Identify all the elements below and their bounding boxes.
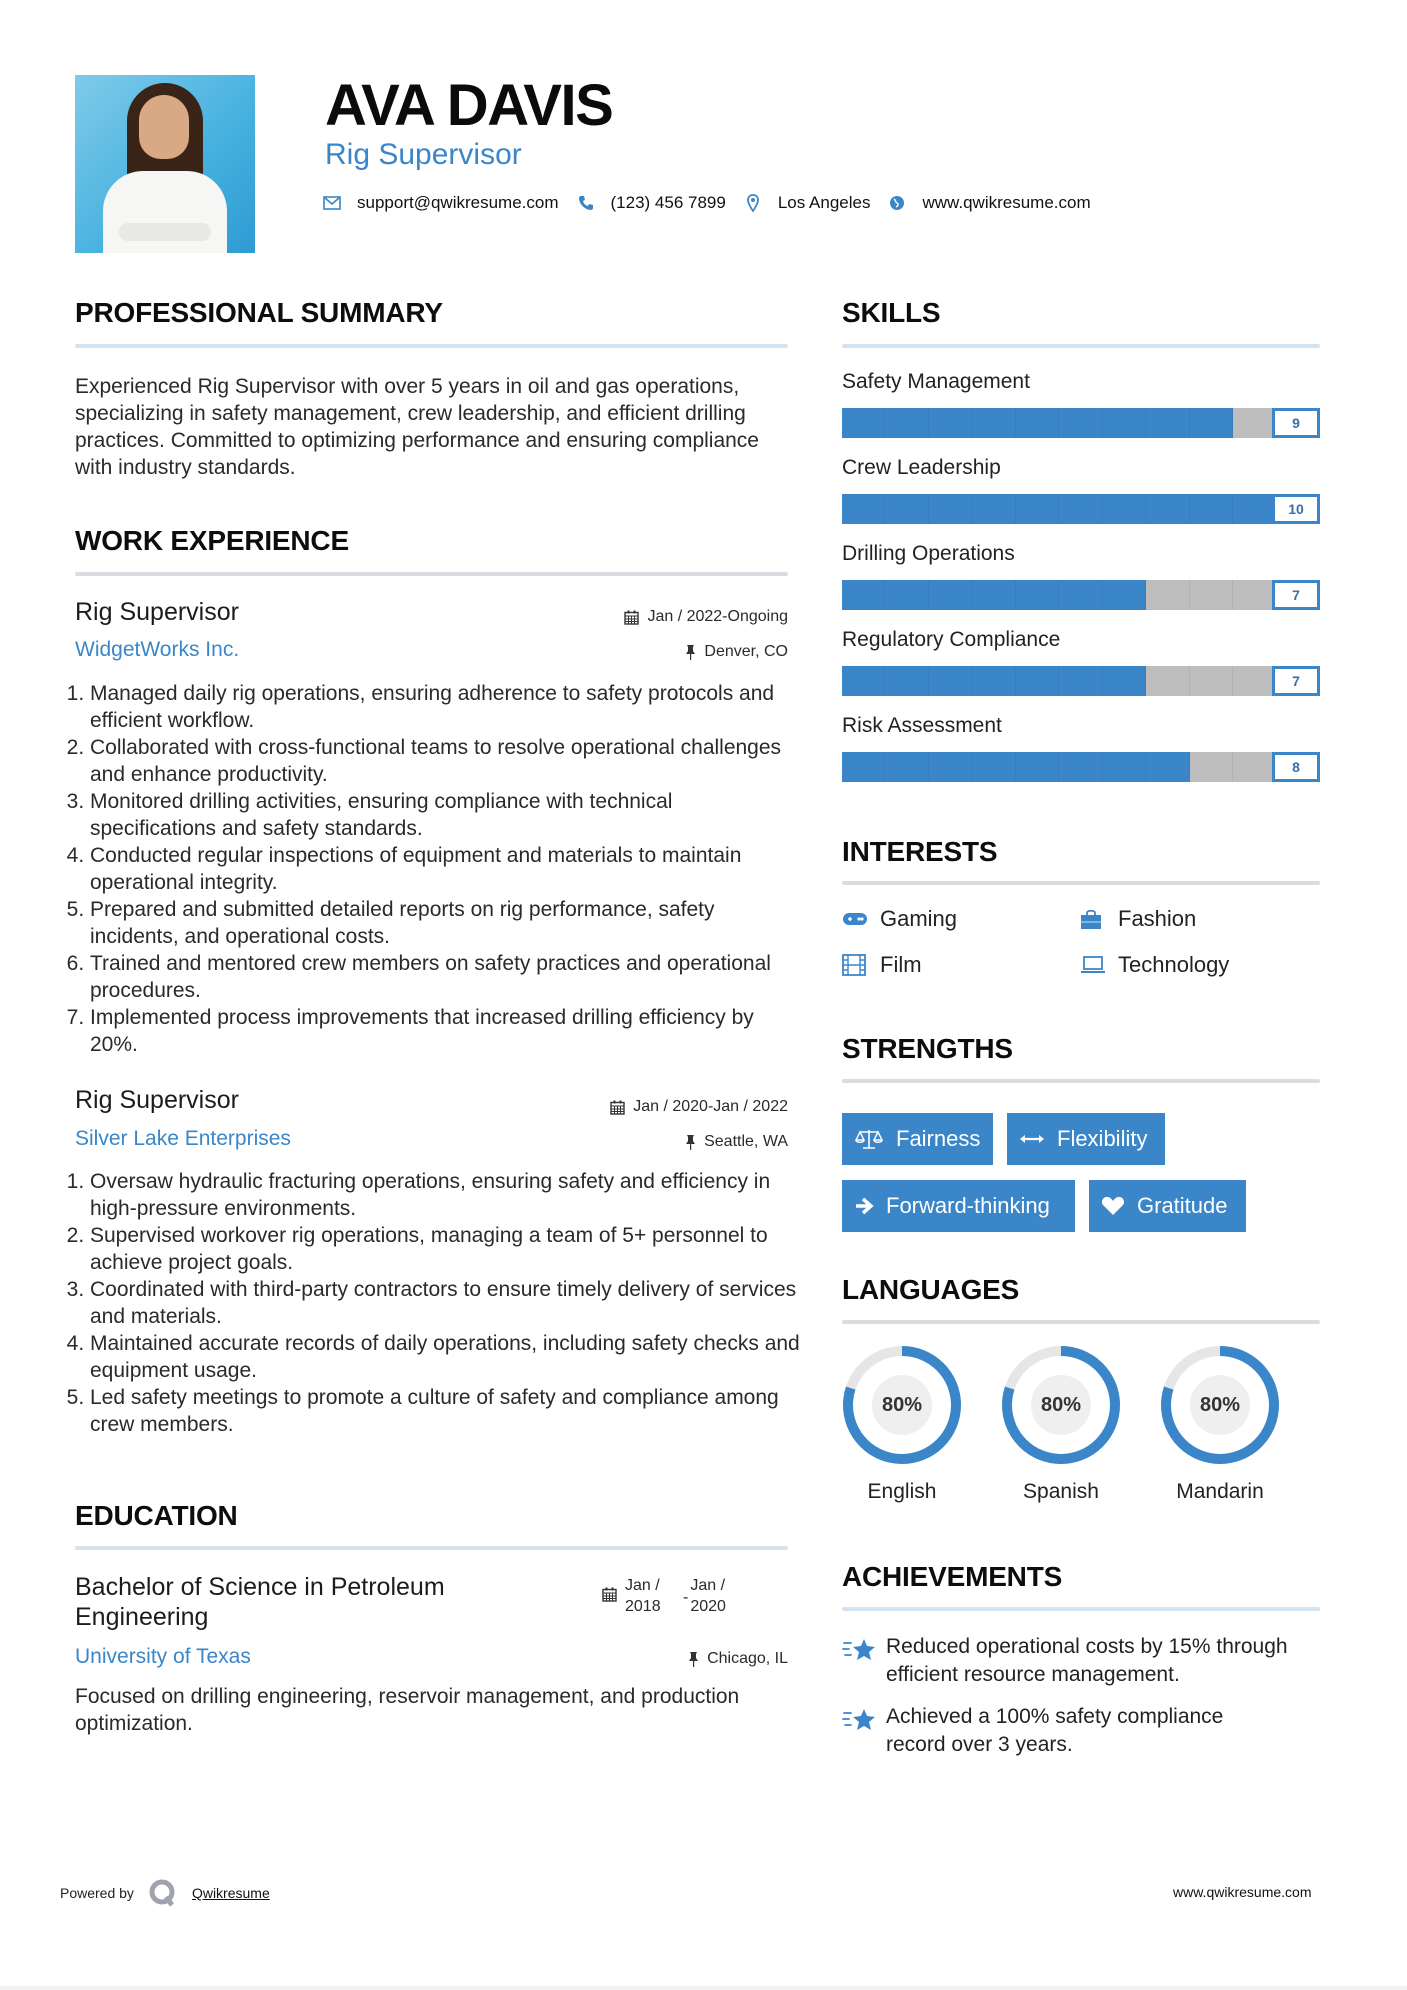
interest-gaming: Gaming	[842, 906, 957, 932]
skill-name: Risk Assessment	[842, 714, 1002, 737]
laptop-icon	[1080, 954, 1108, 976]
list-item: 1. Oversaw hydraulic fracturing operations, ensuring safety and efficiency in high-pressure environments.	[90, 1168, 802, 1222]
language-progress-ring: 80%	[1000, 1344, 1122, 1466]
skill-score: 7	[1272, 580, 1320, 610]
skill-name: Drilling Operations	[842, 542, 1015, 565]
skill-score: 9	[1272, 408, 1320, 438]
job-responsibilities	[72, 1168, 802, 1438]
qwikresume-logo-icon	[148, 1878, 178, 1908]
strength-fairness: Fairness	[842, 1113, 993, 1165]
experience-heading: WORK EXPERIENCE	[75, 525, 349, 556]
contact-location	[744, 193, 871, 213]
interest-film: Film	[842, 952, 922, 978]
skill-name: Safety Management	[842, 370, 1030, 393]
website-text: www.qwikresume.com	[922, 193, 1091, 212]
globe-icon	[888, 194, 906, 212]
location-text: Los Angeles	[777, 193, 871, 212]
language-english	[841, 1344, 963, 1504]
summary-heading: PROFESSIONAL SUMMARY	[75, 297, 443, 328]
language-spanish	[1000, 1344, 1122, 1504]
skill-bar-drilling-operations	[842, 580, 1320, 610]
gamepad-icon	[842, 908, 870, 930]
skill-bar-regulatory-compliance	[842, 666, 1320, 696]
email-text: support@qwikresume.com	[357, 193, 559, 212]
qwikresume-link[interactable]: Qwikresume	[191, 1885, 270, 1901]
balance-scale-icon	[854, 1128, 884, 1150]
skill-bar-safety-management	[842, 408, 1320, 438]
interests-heading: INTERESTS	[842, 836, 998, 867]
page-bottom-edge	[0, 1986, 1407, 1990]
job-location: Denver, CO	[685, 643, 788, 661]
language-name: Mandarin	[1176, 1480, 1264, 1503]
end-date: Jan / 2020	[690, 1577, 726, 1615]
skill-name: Regulatory Compliance	[842, 628, 1061, 651]
school-name: University of Texas	[75, 1645, 251, 1668]
shooting-star-icon	[842, 1633, 876, 1689]
language-progress-ring: 80%	[1159, 1344, 1281, 1466]
film-icon	[842, 954, 870, 976]
contact-bar	[323, 193, 1109, 213]
strengths-heading: STRENGTHS	[842, 1033, 1013, 1064]
shooting-star-icon	[842, 1703, 876, 1759]
footer-website[interactable]: www.qwikresume.com	[1173, 1884, 1312, 1900]
date-separator: -	[683, 1589, 689, 1606]
list-item: 1. Managed daily rig operations, ensuring adherence to safety protocols and efficient workflow.	[90, 680, 792, 734]
job-title: Rig Supervisor	[75, 1086, 239, 1114]
list-item: 2. Supervised workover rig operations, managing a team of 5+ personnel to achieve project goals.	[90, 1222, 802, 1276]
education-dates	[602, 1575, 738, 1617]
powered-by: Powered by Qwikresume	[60, 1878, 270, 1908]
language-progress-ring: 80%	[841, 1344, 963, 1466]
company-name: Silver Lake Enterprises	[75, 1127, 291, 1150]
calendar-icon	[602, 1587, 617, 1602]
arrow-right-icon	[854, 1196, 874, 1216]
strength-forward-thinking: Forward-thinking	[842, 1180, 1075, 1232]
job-dates: Jan / 2020-Jan / 2022	[610, 1098, 788, 1116]
arrows-horizontal-icon	[1019, 1133, 1045, 1145]
list-item: 3. Coordinated with third-party contractors to ensure timely delivery of services and materials.	[90, 1276, 802, 1330]
job-title: Rig Supervisor	[75, 598, 239, 626]
strength-gratitude: Gratitude	[1089, 1180, 1246, 1232]
job-responsibilities	[72, 680, 792, 1058]
skill-bar-risk-assessment	[842, 752, 1320, 782]
list-item: 3. Monitored drilling activities, ensuring compliance with technical specifications and safety standards.	[90, 788, 792, 842]
candidate-title: Rig Supervisor	[325, 138, 522, 171]
calendar-icon	[610, 1100, 625, 1115]
heart-icon	[1101, 1196, 1125, 1216]
calendar-icon	[624, 610, 639, 625]
achievement-item: Reduced operational costs by 15% through efficient resource management.	[842, 1633, 1322, 1689]
map-marker-icon	[744, 194, 762, 212]
profile-photo	[75, 75, 255, 253]
phone-text: (123) 456 7899	[610, 193, 726, 212]
language-name: English	[867, 1480, 937, 1503]
skill-score: 7	[1272, 666, 1320, 696]
degree-title: Bachelor of Science in Petroleum Engineering	[75, 1573, 445, 1631]
job-location: Seattle, WA	[685, 1133, 788, 1151]
company-name: WidgetWorks Inc.	[75, 638, 240, 661]
skill-name: Crew Leadership	[842, 456, 1001, 479]
languages-heading: LANGUAGES	[842, 1274, 1020, 1305]
pushpin-icon	[688, 1651, 699, 1667]
start-date: Jan / 2018	[625, 1577, 661, 1615]
skill-score: 8	[1272, 752, 1320, 782]
summary-text: Experienced Rig Supervisor with over 5 years in oil and gas operations, specializing in safety management, crew leadership, and efficient drilling practices. Committed to optimizing performance and ensuring compliance with industry standards.	[75, 375, 759, 479]
list-item: 5. Led safety meetings to promote a culture of safety and compliance among crew members.	[90, 1384, 802, 1438]
section-divider	[75, 344, 788, 348]
list-item: 2. Collaborated with cross-functional teams to resolve operational challenges and enhance productivity.	[90, 734, 792, 788]
list-item: 6. Trained and mentored crew members on safety practices and operational procedures.	[90, 950, 792, 1004]
interest-technology: Technology	[1080, 952, 1229, 978]
language-mandarin	[1159, 1344, 1281, 1504]
candidate-name: AVA DAVIS	[325, 73, 613, 138]
language-name: Spanish	[1023, 1480, 1099, 1503]
education-heading: EDUCATION	[75, 1500, 238, 1531]
section-divider	[842, 1607, 1320, 1611]
shopping-bag-icon	[1080, 908, 1108, 930]
strength-flexibility: Flexibility	[1007, 1113, 1165, 1165]
contact-phone[interactable]	[577, 193, 726, 213]
list-item: 4. Maintained accurate records of daily operations, including safety checks and equipment usage.	[90, 1330, 802, 1384]
list-item: 7. Implemented process improvements that increased drilling efficiency by 20%.	[90, 1004, 792, 1058]
pushpin-icon	[685, 1134, 696, 1150]
section-divider	[842, 1079, 1320, 1083]
envelope-icon	[323, 194, 341, 212]
section-divider	[75, 572, 788, 576]
contact-website[interactable]	[888, 193, 1090, 213]
achievements-heading: ACHIEVEMENTS	[842, 1561, 1063, 1592]
achievement-item: Achieved a 100% safety compliance record over 3 years.	[842, 1703, 1262, 1759]
interest-fashion: Fashion	[1080, 906, 1196, 932]
section-divider	[75, 1546, 788, 1550]
phone-icon	[577, 194, 595, 212]
list-item: 4. Conducted regular inspections of equipment and materials to maintain operational integrity.	[90, 842, 792, 896]
section-divider	[842, 881, 1320, 885]
skill-bar-crew-leadership	[842, 494, 1320, 524]
section-divider	[842, 344, 1320, 348]
section-divider	[842, 1320, 1320, 1324]
list-item: 5. Prepared and submitted detailed reports on rig performance, safety incidents, and operational costs.	[90, 896, 792, 950]
skills-heading: SKILLS	[842, 297, 941, 328]
job-dates: Jan / 2022-Ongoing	[624, 608, 788, 626]
pushpin-icon	[685, 644, 696, 660]
education-description: Focused on drilling engineering, reservoir management, and production optimization.	[75, 1685, 740, 1735]
skill-score: 10	[1272, 494, 1320, 524]
education-location: Chicago, IL	[688, 1650, 788, 1668]
contact-email[interactable]	[323, 193, 559, 213]
